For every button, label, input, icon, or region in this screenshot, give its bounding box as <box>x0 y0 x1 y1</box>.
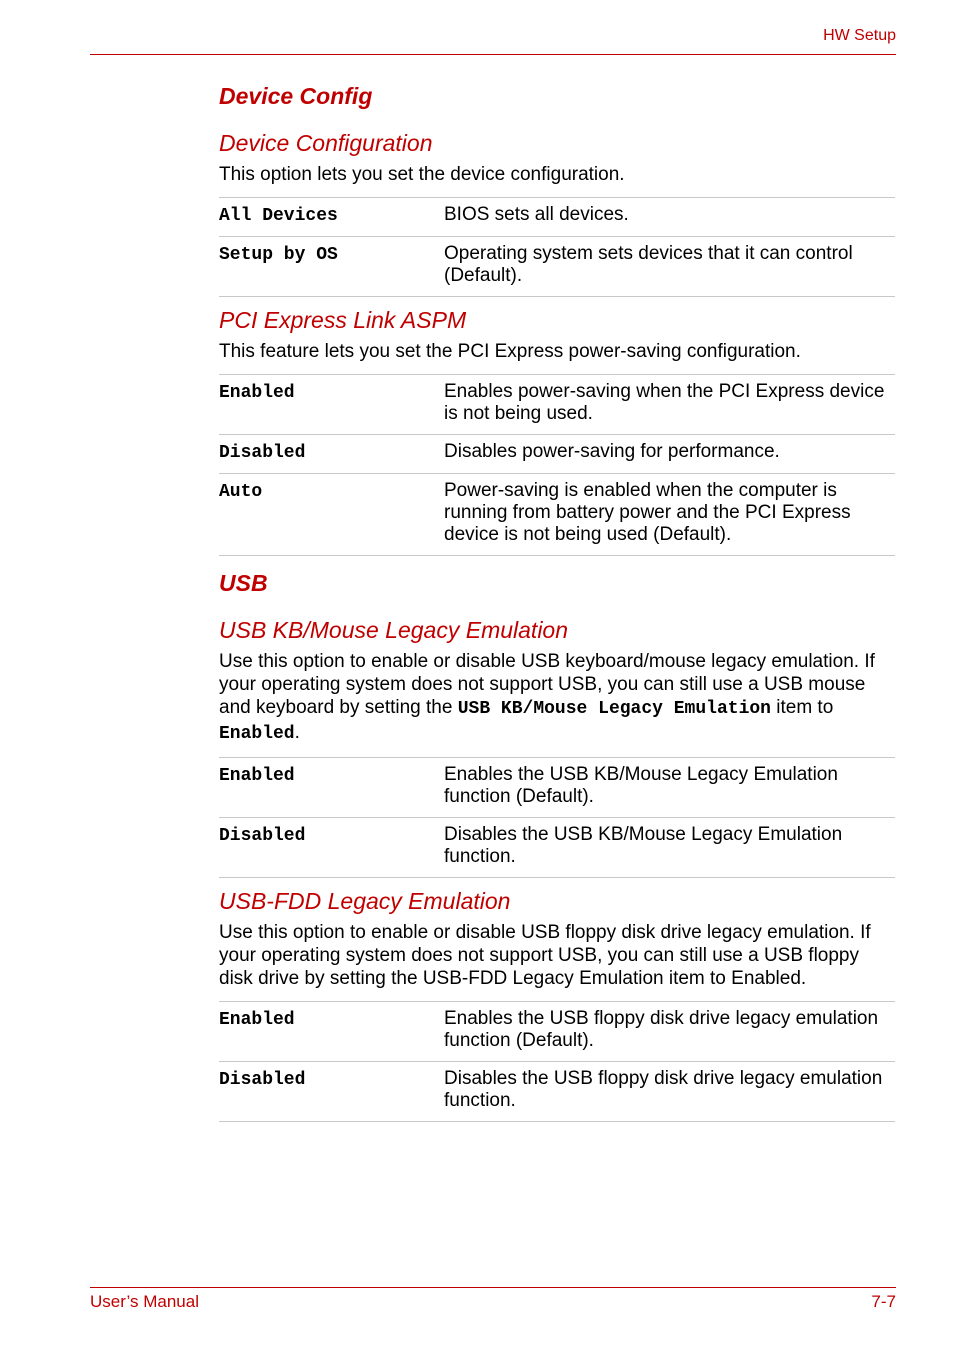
option-description: Enables the USB KB/Mouse Legacy Emulation function (Default). <box>444 764 838 807</box>
subsection-title-usb-fdd-legacy-emulation: USB-FDD Legacy Emulation <box>219 888 511 914</box>
subsection-title-usb-kb-mouse-legacy-emulation: USB KB/Mouse Legacy Emulation <box>219 617 569 643</box>
option-name: Setup by OS <box>219 245 338 265</box>
usb-fdd-intro: Use this option to enable or disable USB floppy disk drive legacy emulation. If your operating system does not support USB, you can still use a USB floppy disk drive by setting the USB-FDD Legacy Emulation item to Enabled. <box>219 922 871 989</box>
table-row <box>219 375 895 435</box>
option-name: All Devices <box>219 206 338 226</box>
intro-text: Use this option to enable or disable USB keyboard/mouse legacy emulation. If your operating system does not support USB, you can still use a USB mouse and keyboard by setting the <box>219 651 875 718</box>
table-row <box>219 474 895 556</box>
device-configuration-intro: This option lets you set the device configuration. <box>219 164 625 185</box>
header-rule <box>90 54 896 55</box>
device-configuration-options-table <box>219 197 895 297</box>
table-row <box>219 435 895 474</box>
subsection-title-device-configuration: Device Configuration <box>219 130 433 156</box>
option-name: Enabled <box>219 383 295 403</box>
table-row <box>219 1002 895 1062</box>
pci-express-link-aspm-intro: This feature lets you set the PCI Express power-saving configuration. <box>219 341 801 362</box>
usb-kb-mouse-options-table <box>219 757 895 878</box>
option-name: Disabled <box>219 826 306 846</box>
pci-express-link-aspm-options-table <box>219 374 895 556</box>
option-name: Enabled <box>219 1010 295 1030</box>
option-name: Enabled <box>219 766 295 786</box>
table-row <box>219 237 895 297</box>
option-name: Auto <box>219 482 263 502</box>
section-title-usb: USB <box>219 570 268 596</box>
footer-rule <box>90 1287 896 1288</box>
usb-kb-mouse-intro <box>219 650 895 746</box>
option-description: Disables the USB KB/Mouse Legacy Emulation function. <box>444 824 843 867</box>
option-description: Power-saving is enabled when the computer is running from battery power and the PCI Express device is not being used (Default). <box>444 480 851 545</box>
table-row <box>219 198 895 237</box>
section-title-device-config: Device Config <box>219 83 373 109</box>
intro-text: . <box>294 722 300 743</box>
option-description: Operating system sets devices that it can control (Default). <box>444 243 853 286</box>
table-row <box>219 758 895 818</box>
option-description: Disables the USB floppy disk drive legacy emulation function. <box>444 1068 883 1111</box>
footer-manual-title: User’s Manual <box>90 1292 199 1311</box>
subsection-title-pci-express-link-aspm: PCI Express Link ASPM <box>219 307 467 333</box>
option-description: BIOS sets all devices. <box>444 204 629 225</box>
option-description: Disables power-saving for performance. <box>444 441 780 462</box>
usb-fdd-options-table <box>219 1001 895 1122</box>
page-number: 7-7 <box>871 1292 896 1311</box>
table-row <box>219 1062 895 1122</box>
intro-code-setting-value: Enabled <box>219 724 295 744</box>
running-header-title: HW Setup <box>823 27 896 44</box>
intro-code-setting-name: USB KB/Mouse Legacy Emulation <box>457 699 771 719</box>
table-row <box>219 818 895 878</box>
option-description: Enables power-saving when the PCI Express device is not being used. <box>444 381 885 424</box>
page-content <box>219 82 895 1131</box>
option-description: Enables the USB floppy disk drive legacy emulation function (Default). <box>444 1008 879 1051</box>
option-name: Disabled <box>219 1070 306 1090</box>
intro-text: item to <box>770 697 834 718</box>
option-name: Disabled <box>219 443 306 463</box>
